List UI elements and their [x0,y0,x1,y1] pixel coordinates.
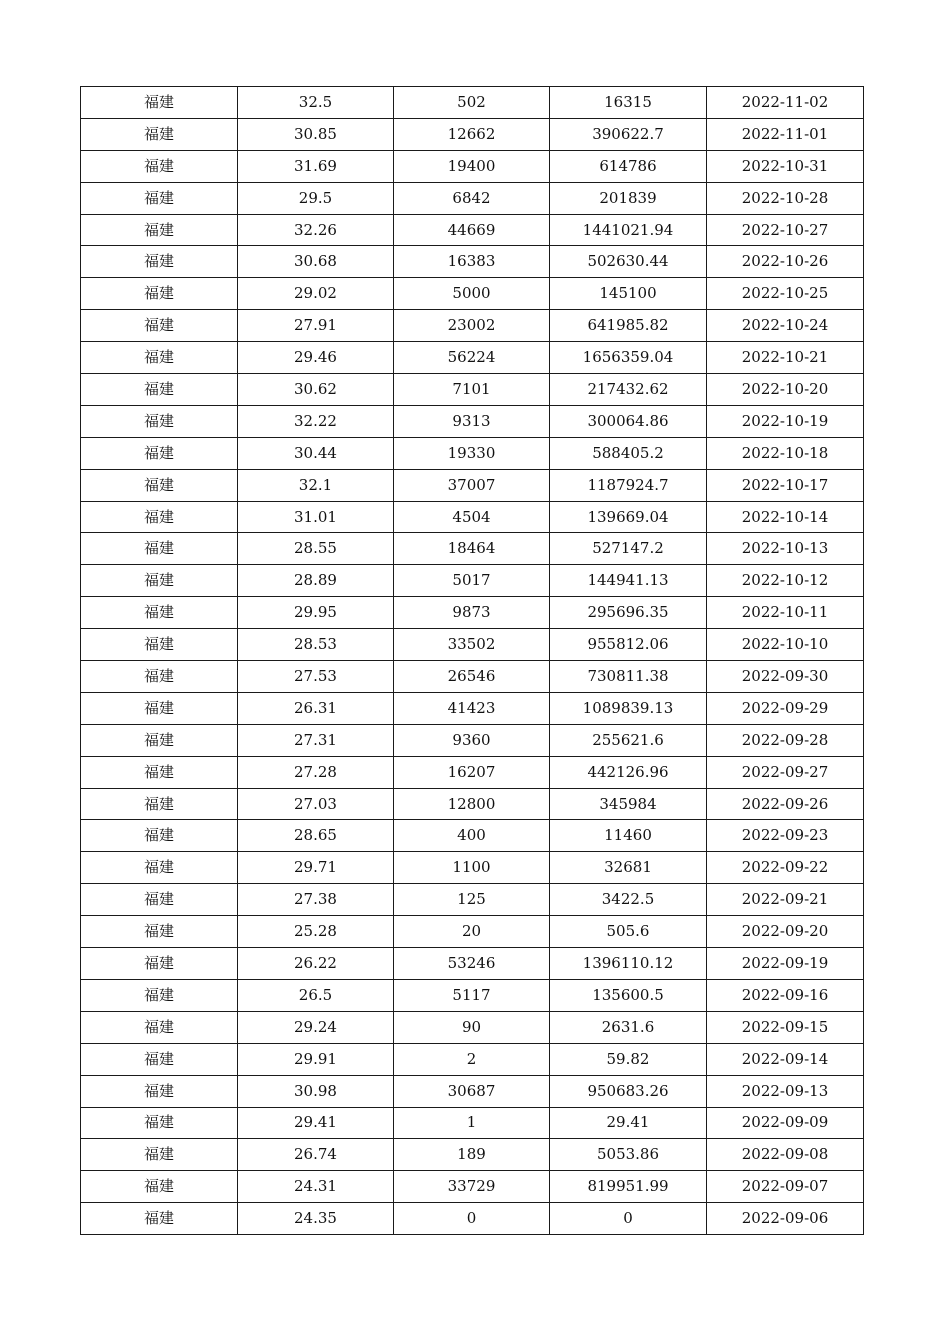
volume-cell: 26546 [394,661,550,693]
table-row [81,629,864,661]
price-cell: 29.5 [238,182,394,214]
volume-cell: 4504 [394,501,550,533]
volume-cell: 5017 [394,565,550,597]
date-cell: 2022-09-23 [707,820,864,852]
volume-cell: 33502 [394,629,550,661]
table-row [81,979,864,1011]
amount-cell: 345984 [550,788,707,820]
amount-cell: 641985.82 [550,310,707,342]
date-cell: 2022-10-24 [707,310,864,342]
table-row [81,948,864,980]
region-cell: 福建 [81,916,238,948]
price-cell: 26.22 [238,948,394,980]
price-cell: 31.69 [238,150,394,182]
volume-cell: 18464 [394,533,550,565]
volume-cell: 90 [394,1011,550,1043]
volume-cell: 189 [394,1139,550,1171]
date-cell: 2022-10-13 [707,533,864,565]
price-cell: 32.22 [238,405,394,437]
price-cell: 24.31 [238,1171,394,1203]
table-row [81,87,864,119]
volume-cell: 30687 [394,1075,550,1107]
region-cell: 福建 [81,437,238,469]
table-row [81,150,864,182]
amount-cell: 730811.38 [550,661,707,693]
price-cell: 32.26 [238,214,394,246]
volume-cell: 1100 [394,852,550,884]
price-cell: 31.01 [238,501,394,533]
date-cell: 2022-10-31 [707,150,864,182]
price-cell: 30.68 [238,246,394,278]
volume-cell: 44669 [394,214,550,246]
date-cell: 2022-10-19 [707,405,864,437]
amount-cell: 29.41 [550,1107,707,1139]
region-cell: 福建 [81,979,238,1011]
price-cell: 27.31 [238,724,394,756]
date-cell: 2022-09-14 [707,1043,864,1075]
amount-cell: 502630.44 [550,246,707,278]
table-row [81,788,864,820]
region-cell: 福建 [81,182,238,214]
volume-cell: 20 [394,916,550,948]
region-cell: 福建 [81,629,238,661]
price-cell: 28.55 [238,533,394,565]
region-cell: 福建 [81,150,238,182]
price-cell: 32.1 [238,469,394,501]
amount-cell: 1441021.94 [550,214,707,246]
amount-cell: 300064.86 [550,405,707,437]
table-row [81,1043,864,1075]
date-cell: 2022-09-21 [707,884,864,916]
amount-cell: 139669.04 [550,501,707,533]
table-row [81,437,864,469]
table-row [81,884,864,916]
date-cell: 2022-10-10 [707,629,864,661]
table-row [81,661,864,693]
date-cell: 2022-11-02 [707,87,864,119]
date-cell: 2022-09-19 [707,948,864,980]
amount-cell: 1089839.13 [550,692,707,724]
table-row [81,533,864,565]
region-cell: 福建 [81,118,238,150]
amount-cell: 32681 [550,852,707,884]
date-cell: 2022-10-26 [707,246,864,278]
price-cell: 30.98 [238,1075,394,1107]
table-row [81,724,864,756]
price-cell: 24.35 [238,1203,394,1235]
amount-cell: 255621.6 [550,724,707,756]
region-cell: 福建 [81,1107,238,1139]
price-cell: 26.5 [238,979,394,1011]
price-cell: 29.24 [238,1011,394,1043]
table-row [81,1011,864,1043]
volume-cell: 19400 [394,150,550,182]
volume-cell: 9360 [394,724,550,756]
region-cell: 福建 [81,1203,238,1235]
volume-cell: 23002 [394,310,550,342]
date-cell: 2022-09-13 [707,1075,864,1107]
price-cell: 27.28 [238,756,394,788]
amount-cell: 145100 [550,278,707,310]
amount-cell: 5053.86 [550,1139,707,1171]
region-cell: 福建 [81,342,238,374]
region-cell: 福建 [81,1075,238,1107]
date-cell: 2022-09-28 [707,724,864,756]
volume-cell: 16207 [394,756,550,788]
price-cell: 29.91 [238,1043,394,1075]
table-row [81,405,864,437]
amount-cell: 3422.5 [550,884,707,916]
amount-cell: 819951.99 [550,1171,707,1203]
table-row [81,1107,864,1139]
volume-cell: 41423 [394,692,550,724]
region-cell: 福建 [81,1011,238,1043]
region-cell: 福建 [81,756,238,788]
price-cell: 27.91 [238,310,394,342]
amount-cell: 442126.96 [550,756,707,788]
volume-cell: 53246 [394,948,550,980]
volume-cell: 37007 [394,469,550,501]
date-cell: 2022-10-18 [707,437,864,469]
table-row [81,118,864,150]
price-cell: 29.41 [238,1107,394,1139]
volume-cell: 12662 [394,118,550,150]
price-cell: 28.89 [238,565,394,597]
amount-cell: 527147.2 [550,533,707,565]
date-cell: 2022-10-25 [707,278,864,310]
table-row [81,182,864,214]
volume-cell: 0 [394,1203,550,1235]
price-cell: 28.53 [238,629,394,661]
region-cell: 福建 [81,246,238,278]
date-cell: 2022-09-27 [707,756,864,788]
region-cell: 福建 [81,820,238,852]
volume-cell: 5117 [394,979,550,1011]
region-cell: 福建 [81,1043,238,1075]
region-cell: 福建 [81,501,238,533]
date-cell: 2022-09-20 [707,916,864,948]
price-cell: 26.31 [238,692,394,724]
price-cell: 32.5 [238,87,394,119]
amount-cell: 144941.13 [550,565,707,597]
region-cell: 福建 [81,948,238,980]
price-cell: 25.28 [238,916,394,948]
volume-cell: 33729 [394,1171,550,1203]
price-cell: 28.65 [238,820,394,852]
price-cell: 27.03 [238,788,394,820]
price-cell: 29.02 [238,278,394,310]
date-cell: 2022-09-08 [707,1139,864,1171]
region-cell: 福建 [81,469,238,501]
table-body [81,87,864,1235]
amount-cell: 11460 [550,820,707,852]
volume-cell: 125 [394,884,550,916]
date-cell: 2022-09-07 [707,1171,864,1203]
price-cell: 30.85 [238,118,394,150]
price-cell: 29.95 [238,597,394,629]
table-row [81,246,864,278]
date-cell: 2022-09-26 [707,788,864,820]
volume-cell: 9313 [394,405,550,437]
volume-cell: 5000 [394,278,550,310]
date-cell: 2022-09-06 [707,1203,864,1235]
region-cell: 福建 [81,884,238,916]
date-cell: 2022-09-16 [707,979,864,1011]
date-cell: 2022-09-30 [707,661,864,693]
price-cell: 30.44 [238,437,394,469]
region-cell: 福建 [81,374,238,406]
price-cell: 29.46 [238,342,394,374]
region-cell: 福建 [81,661,238,693]
amount-cell: 201839 [550,182,707,214]
amount-cell: 16315 [550,87,707,119]
region-cell: 福建 [81,405,238,437]
date-cell: 2022-11-01 [707,118,864,150]
table-row [81,214,864,246]
volume-cell: 502 [394,87,550,119]
table-row [81,692,864,724]
region-cell: 福建 [81,852,238,884]
region-cell: 福建 [81,310,238,342]
price-cell: 29.71 [238,852,394,884]
table-row [81,756,864,788]
amount-cell: 217432.62 [550,374,707,406]
region-cell: 福建 [81,533,238,565]
region-cell: 福建 [81,278,238,310]
date-cell: 2022-10-17 [707,469,864,501]
amount-cell: 135600.5 [550,979,707,1011]
table-row [81,1203,864,1235]
volume-cell: 56224 [394,342,550,374]
volume-cell: 400 [394,820,550,852]
volume-cell: 1 [394,1107,550,1139]
date-cell: 2022-10-27 [707,214,864,246]
table-row [81,820,864,852]
volume-cell: 6842 [394,182,550,214]
table-row [81,565,864,597]
date-cell: 2022-10-20 [707,374,864,406]
region-cell: 福建 [81,87,238,119]
date-cell: 2022-10-21 [707,342,864,374]
region-cell: 福建 [81,692,238,724]
date-cell: 2022-09-29 [707,692,864,724]
amount-cell: 588405.2 [550,437,707,469]
table-row [81,1139,864,1171]
date-cell: 2022-10-28 [707,182,864,214]
table-row [81,469,864,501]
amount-cell: 614786 [550,150,707,182]
amount-cell: 955812.06 [550,629,707,661]
volume-cell: 16383 [394,246,550,278]
date-cell: 2022-09-22 [707,852,864,884]
table-row [81,916,864,948]
table-row [81,597,864,629]
amount-cell: 295696.35 [550,597,707,629]
region-cell: 福建 [81,565,238,597]
region-cell: 福建 [81,597,238,629]
amount-cell: 0 [550,1203,707,1235]
volume-cell: 7101 [394,374,550,406]
region-cell: 福建 [81,1139,238,1171]
amount-cell: 1656359.04 [550,342,707,374]
table-row [81,501,864,533]
amount-cell: 1187924.7 [550,469,707,501]
price-cell: 27.53 [238,661,394,693]
table-row [81,1171,864,1203]
price-cell: 27.38 [238,884,394,916]
table-row [81,278,864,310]
table-row [81,310,864,342]
price-cell: 26.74 [238,1139,394,1171]
volume-cell: 12800 [394,788,550,820]
amount-cell: 1396110.12 [550,948,707,980]
table-row [81,1075,864,1107]
date-cell: 2022-10-14 [707,501,864,533]
region-cell: 福建 [81,1171,238,1203]
amount-cell: 59.82 [550,1043,707,1075]
amount-cell: 505.6 [550,916,707,948]
volume-cell: 2 [394,1043,550,1075]
date-cell: 2022-10-12 [707,565,864,597]
table-row [81,342,864,374]
region-cell: 福建 [81,788,238,820]
volume-cell: 9873 [394,597,550,629]
region-cell: 福建 [81,214,238,246]
amount-cell: 390622.7 [550,118,707,150]
volume-cell: 19330 [394,437,550,469]
table-row [81,374,864,406]
date-cell: 2022-09-09 [707,1107,864,1139]
amount-cell: 950683.26 [550,1075,707,1107]
data-table [80,86,864,1235]
date-cell: 2022-09-15 [707,1011,864,1043]
region-cell: 福建 [81,724,238,756]
date-cell: 2022-10-11 [707,597,864,629]
amount-cell: 2631.6 [550,1011,707,1043]
table-row [81,852,864,884]
price-cell: 30.62 [238,374,394,406]
